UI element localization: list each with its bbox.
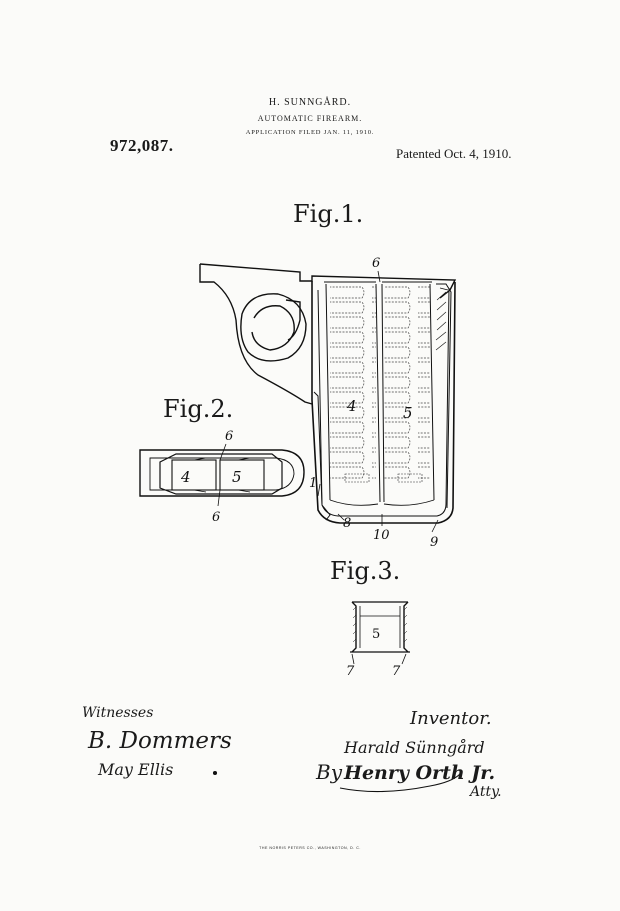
inventor-label: Inventor. [410, 708, 492, 729]
attorney-signature: Henry Orth Jr. [344, 762, 496, 784]
patent-title: AUTOMATIC FIREARM. [257, 114, 363, 123]
atty-label: Atty. [470, 784, 502, 800]
fig1-magazines [324, 282, 434, 505]
fig1-ref-8: 8 [343, 516, 352, 531]
fig2-ref-5: 5 [232, 468, 242, 486]
fig3-label: Fig.3. [330, 557, 401, 585]
witness-signature-1: B. Dommers [88, 728, 232, 754]
fig3-ref-7-right: 7 [392, 664, 401, 679]
by-label: By [316, 760, 342, 784]
fig1-ref-5: 5 [403, 404, 413, 422]
fig2-ref-6-top: 6 [225, 429, 234, 444]
fig3-ref-5: 5 [372, 627, 381, 642]
printer-credit: THE NORRIS PETERS CO., WASHINGTON, D. C. [259, 846, 361, 850]
fig2-drawing [140, 444, 304, 506]
fig1-ref-1: 1 [309, 476, 318, 491]
patent-number: 972,087. [110, 136, 174, 155]
fig2-numerals [180, 429, 242, 525]
application-filed-line: APPLICATION FILED JAN. 11, 1910. [245, 129, 375, 136]
fig3-numerals [346, 627, 401, 679]
fig2-ref-4: 4 [181, 468, 191, 486]
inventor-surname-header: H. SUNNGÅRD. [268, 97, 352, 108]
inventor-signature: Harald Sünngård [344, 738, 485, 757]
patented-date: Patented Oct. 4, 1910. [396, 146, 512, 161]
fig2-label: Fig.2. [163, 395, 234, 423]
witnesses-label: Witnesses [82, 705, 154, 721]
fig1-ref-6: 6 [372, 256, 381, 271]
fig1-ref-9: 9 [430, 535, 439, 550]
fig1-label: Fig.1. [293, 200, 364, 228]
witness-signature-2: May Ellis [98, 760, 174, 779]
fig2-ref-6-bottom: 6 [212, 510, 221, 525]
fig1-ref-4: 4 [347, 397, 357, 415]
fig1-ref-10: 10 [373, 528, 390, 543]
fig3-ref-7-left: 7 [346, 664, 355, 679]
